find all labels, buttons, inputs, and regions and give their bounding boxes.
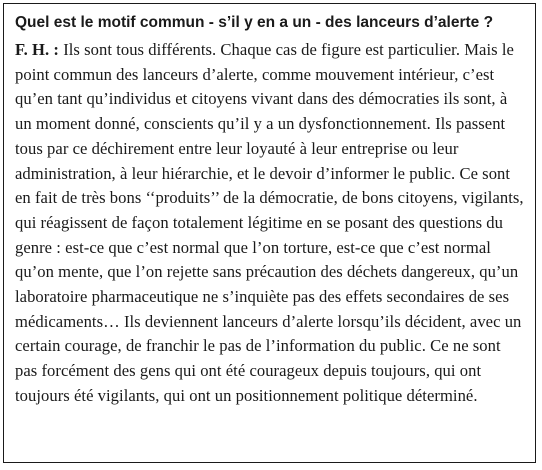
speaker-initials: F. H. : <box>15 40 59 59</box>
interview-excerpt-box <box>3 3 536 463</box>
interview-answer <box>15 38 525 409</box>
interview-question: Quel est le motif commun - s’il y en a un - des lanceurs d’alerte ? <box>15 14 494 31</box>
answer-text: Ils sont tous différents. Chaque cas de figure est particulier. Mais le point commun des lanceurs d’alerte, comme mouvement intérieur, c’est qu’en tant qu’individus et citoyens vivant dans des démocraties ils sont, à un moment donné, conscients qu’il y a un dysfonctionnement. Ils passent tous par ce déchirement entre leur loyauté à leur entreprise ou leur administration, à leur hiérarchie, et le devoir d’informer le public. Ce sont en fait de très bons ‘‘produits’’ de la démocratie, de bons citoyens, vigilants, qui réagissent de façon totalement légitime en se posant des questions du genre : est-ce que c’est normal que l’on torture, est-ce que c’est normal qu’on mente, que l’on rejette sans précaution des déchets dangereux, qu’un laboratoire pharmaceutique ne s’inquiète pas des effets secondaires de ses médicaments… Ils deviennent lanceurs d’alerte lorsqu’ils décident, avec un certain courage, de franchir le pas de l’information du public. Ce ne sont pas forcément des gens qui ont été courageux depuis toujours, qui ont toujours été vigilants, qui ont un positionnement politique déterminé. <box>15 40 524 405</box>
